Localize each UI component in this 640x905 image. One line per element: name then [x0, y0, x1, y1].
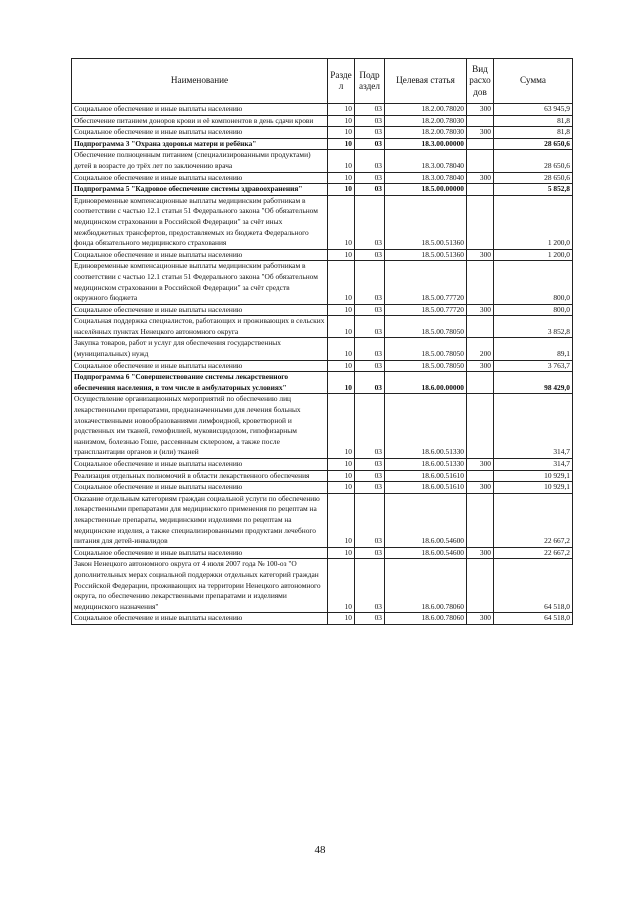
row-podrazdel-cell: 03 [355, 249, 385, 261]
row-name-cell: Социальное обеспечение и иные выплаты населению [72, 304, 328, 316]
row-summa-cell: 98 429,0 [494, 372, 573, 394]
row-tselevaya-cell: 18.5.00.51360 [385, 195, 467, 249]
row-tselevaya-cell: 18.6.00.78060 [385, 613, 467, 625]
row-podrazdel-cell: 03 [355, 372, 385, 394]
row-summa-cell: 28 650,6 [494, 138, 573, 150]
row-tselevaya-cell: 18.6.00.51330 [385, 394, 467, 459]
table-row [72, 559, 573, 613]
header-summa: Сумма [494, 59, 573, 104]
row-razdel-cell: 10 [328, 261, 355, 304]
row-razdel-cell: 10 [328, 547, 355, 559]
row-tselevaya-cell: 18.5.00.77720 [385, 304, 467, 316]
row-razdel-cell: 10 [328, 127, 355, 139]
row-summa-cell: 3 852,8 [494, 316, 573, 338]
row-tselevaya-cell: 18.6.00.00000 [385, 372, 467, 394]
row-vid-cell: 200 [467, 338, 494, 360]
row-name-cell: Обеспечение питанием доноров крови и её компонентов в день сдачи крови [72, 115, 328, 127]
row-razdel-cell: 10 [328, 150, 355, 172]
row-podrazdel-cell: 03 [355, 470, 385, 482]
row-summa-cell: 64 518,0 [494, 559, 573, 613]
row-razdel-cell: 10 [328, 316, 355, 338]
row-razdel-cell: 10 [328, 482, 355, 494]
budget-table [71, 58, 573, 625]
row-summa-cell: 22 667,2 [494, 547, 573, 559]
row-podrazdel-cell: 03 [355, 150, 385, 172]
header-razdel: Разде л [328, 59, 355, 104]
table-row [72, 470, 573, 482]
row-name-cell: Социальное обеспечение и иные выплаты населению [72, 104, 328, 116]
row-tselevaya-cell: 18.6.00.54600 [385, 547, 467, 559]
row-tselevaya-cell: 18.6.00.78060 [385, 559, 467, 613]
row-summa-cell: 3 763,7 [494, 360, 573, 372]
table-row [72, 613, 573, 625]
row-vid-cell: 300 [467, 613, 494, 625]
table-row [72, 459, 573, 471]
row-vid-cell [467, 372, 494, 394]
table-row [72, 338, 573, 360]
budget-table-sheet [71, 58, 572, 625]
row-name-cell: Закупка товаров, работ и услуг для обеспечения государственных (муниципальных) нужд [72, 338, 328, 360]
row-name-cell: Социальное обеспечение и иные выплаты населению [72, 172, 328, 184]
table-row [72, 195, 573, 249]
row-razdel-cell: 10 [328, 249, 355, 261]
row-summa-cell: 1 200,0 [494, 249, 573, 261]
row-podrazdel-cell: 03 [355, 547, 385, 559]
row-name-cell: Социальное обеспечение и иные выплаты населению [72, 127, 328, 139]
row-tselevaya-cell: 18.5.00.51360 [385, 249, 467, 261]
row-vid-cell: 300 [467, 459, 494, 471]
row-vid-cell [467, 316, 494, 338]
row-razdel-cell: 10 [328, 195, 355, 249]
row-name-cell: Социальное обеспечение и иные выплаты населению [72, 547, 328, 559]
table-row [72, 184, 573, 196]
row-name-cell: Реализация отдельных полномочий в области лекарственного обеспечения [72, 470, 328, 482]
row-podrazdel-cell: 03 [355, 184, 385, 196]
row-tselevaya-cell: 18.5.00.77720 [385, 261, 467, 304]
row-summa-cell: 800,0 [494, 304, 573, 316]
row-tselevaya-cell: 18.5.00.78050 [385, 338, 467, 360]
row-razdel-cell: 10 [328, 470, 355, 482]
table-row [72, 261, 573, 304]
row-vid-cell [467, 138, 494, 150]
row-tselevaya-cell: 18.3.00.00000 [385, 138, 467, 150]
row-name-cell: Оказание отдельным категориям граждан социальной услуги по обеспечению лекарственными препаратами для медицинского применения по рецептам на лекарственные препараты, медицинскими изделиями по рецептам на медицинские изделия, а также специализированными продуктами лечебного питания для детей-инвалидов [72, 493, 328, 547]
row-tselevaya-cell: 18.2.00.78020 [385, 104, 467, 116]
row-podrazdel-cell: 03 [355, 613, 385, 625]
row-summa-cell: 28 650,6 [494, 172, 573, 184]
row-razdel-cell: 10 [328, 360, 355, 372]
row-tselevaya-cell: 18.2.00.78030 [385, 127, 467, 139]
row-razdel-cell: 10 [328, 613, 355, 625]
header-tselevaya-statya: Целевая статья [385, 59, 467, 104]
table-row [72, 172, 573, 184]
row-tselevaya-cell: 18.2.00.78030 [385, 115, 467, 127]
table-row [72, 482, 573, 494]
row-razdel-cell: 10 [328, 172, 355, 184]
row-vid-cell: 300 [467, 172, 494, 184]
header-vid-raskhodov: Вид расхо дов [467, 59, 494, 104]
row-podrazdel-cell: 03 [355, 261, 385, 304]
row-summa-cell: 10 929,1 [494, 482, 573, 494]
row-summa-cell: 64 518,0 [494, 613, 573, 625]
row-summa-cell: 1 200,0 [494, 195, 573, 249]
header-name: Наименование [72, 59, 328, 104]
row-name-cell: Осуществление организационных мероприятий по обеспечению лиц лекарственными препаратами, предназначенными для лечения больных злокачественными новообразованиями лимфоидной, кроветворной и родственных им тканей, гемофилией, муковисцидозом, гипофизарным нанизмом, болезнью Гоше, рассеянным склерозом, а также после трансплантации органов и (или) тканей [72, 394, 328, 459]
row-podrazdel-cell: 03 [355, 104, 385, 116]
row-tselevaya-cell: 18.3.00.78040 [385, 172, 467, 184]
row-razdel-cell: 10 [328, 184, 355, 196]
row-summa-cell: 81,8 [494, 115, 573, 127]
table-row [72, 104, 573, 116]
row-summa-cell: 63 945,9 [494, 104, 573, 116]
row-tselevaya-cell: 18.5.00.78050 [385, 360, 467, 372]
row-podrazdel-cell: 03 [355, 195, 385, 249]
row-razdel-cell: 10 [328, 115, 355, 127]
row-razdel-cell: 10 [328, 394, 355, 459]
row-vid-cell [467, 493, 494, 547]
table-row [72, 304, 573, 316]
row-podrazdel-cell: 03 [355, 304, 385, 316]
row-vid-cell [467, 195, 494, 249]
row-vid-cell: 300 [467, 104, 494, 116]
row-tselevaya-cell: 18.5.00.00000 [385, 184, 467, 196]
row-name-cell: Подпрограмма 5 "Кадровое обеспечение системы здравоохранения" [72, 184, 328, 196]
header-podrazdel: Подр аздел [355, 59, 385, 104]
row-podrazdel-cell: 03 [355, 172, 385, 184]
row-podrazdel-cell: 03 [355, 115, 385, 127]
row-podrazdel-cell: 03 [355, 338, 385, 360]
row-podrazdel-cell: 03 [355, 493, 385, 547]
row-name-cell: Подпрограмма 3 "Охрана здоровья матери и ребёнка" [72, 138, 328, 150]
table-row [72, 394, 573, 459]
row-podrazdel-cell: 03 [355, 394, 385, 459]
row-name-cell: Обеспечение полноценным питанием (специализированными продуктами) детей в возрасте до трёх лет по заключению врача [72, 150, 328, 172]
row-podrazdel-cell: 03 [355, 138, 385, 150]
row-name-cell: Закон Ненецкого автономного округа от 4 июля 2007 года № 100-оз "О дополнительных мерах социальной поддержки отдельных категорий граждан Российской Федерации, проживающих на территории Ненецкого автономного округа, по обеспечению лекарственными препаратами и изделиями медицинского назначения" [72, 559, 328, 613]
row-summa-cell: 5 852,8 [494, 184, 573, 196]
row-razdel-cell: 10 [328, 559, 355, 613]
row-summa-cell: 81,8 [494, 127, 573, 139]
row-summa-cell: 800,0 [494, 261, 573, 304]
row-vid-cell: 300 [467, 482, 494, 494]
row-summa-cell: 28 650,6 [494, 150, 573, 172]
row-name-cell: Социальное обеспечение и иные выплаты населению [72, 613, 328, 625]
row-podrazdel-cell: 03 [355, 360, 385, 372]
table-row [72, 127, 573, 139]
row-summa-cell: 314,7 [494, 459, 573, 471]
row-podrazdel-cell: 03 [355, 482, 385, 494]
table-row [72, 493, 573, 547]
table-row [72, 150, 573, 172]
row-vid-cell: 300 [467, 249, 494, 261]
table-row [72, 316, 573, 338]
row-razdel-cell: 10 [328, 459, 355, 471]
row-summa-cell: 89,1 [494, 338, 573, 360]
row-vid-cell [467, 115, 494, 127]
row-name-cell: Единовременные компенсационные выплаты медицинским работникам в соответствии с частью 12.1 статьи 51 Федерального закона "Об обязательном медицинском страховании в Российской Федерации" за счёт иных межбюджетных трансфертов, предоставляемых из бюджета Федерального фонда обязательного медицинского страхования [72, 195, 328, 249]
row-summa-cell: 10 929,1 [494, 470, 573, 482]
row-razdel-cell: 10 [328, 493, 355, 547]
row-podrazdel-cell: 03 [355, 559, 385, 613]
row-tselevaya-cell: 18.3.00.78040 [385, 150, 467, 172]
row-name-cell: Социальное обеспечение и иные выплаты населению [72, 360, 328, 372]
row-razdel-cell: 10 [328, 104, 355, 116]
table-row [72, 115, 573, 127]
table-row [72, 547, 573, 559]
row-vid-cell [467, 470, 494, 482]
row-vid-cell [467, 150, 494, 172]
row-razdel-cell: 10 [328, 304, 355, 316]
row-razdel-cell: 10 [328, 138, 355, 150]
row-vid-cell [467, 559, 494, 613]
row-vid-cell [467, 394, 494, 459]
row-name-cell: Социальная поддержка специалистов, работающих и проживающих в сельских населённых пунктах Ненецкого автономного округа [72, 316, 328, 338]
row-summa-cell: 22 667,2 [494, 493, 573, 547]
row-tselevaya-cell: 18.6.00.51610 [385, 482, 467, 494]
row-podrazdel-cell: 03 [355, 459, 385, 471]
row-name-cell: Единовременные компенсационные выплаты медицинским работникам в соответствии с частью 12.1 статьи 51 Федерального закона "Об обязательном медицинском страховании в Российской Федерации" за счёт средств окружного бюджета [72, 261, 328, 304]
row-vid-cell [467, 184, 494, 196]
row-podrazdel-cell: 03 [355, 316, 385, 338]
row-name-cell: Социальное обеспечение и иные выплаты населению [72, 482, 328, 494]
table-header-row [72, 59, 573, 104]
row-tselevaya-cell: 18.6.00.51330 [385, 459, 467, 471]
row-name-cell: Подпрограмма 6 "Совершенствование системы лекарственного обеспечения населения, в том числе в амбулаторных условиях" [72, 372, 328, 394]
row-vid-cell: 300 [467, 304, 494, 316]
row-razdel-cell: 10 [328, 338, 355, 360]
row-vid-cell: 300 [467, 360, 494, 372]
table-row [72, 138, 573, 150]
table-row [72, 372, 573, 394]
row-razdel-cell: 10 [328, 372, 355, 394]
row-podrazdel-cell: 03 [355, 127, 385, 139]
row-tselevaya-cell: 18.6.00.51610 [385, 470, 467, 482]
row-tselevaya-cell: 18.6.00.54600 [385, 493, 467, 547]
row-name-cell: Социальное обеспечение и иные выплаты населению [72, 249, 328, 261]
row-vid-cell [467, 261, 494, 304]
table-row [72, 249, 573, 261]
row-tselevaya-cell: 18.5.00.78050 [385, 316, 467, 338]
row-vid-cell: 300 [467, 127, 494, 139]
page-number: 48 [314, 844, 326, 856]
row-name-cell: Социальное обеспечение и иные выплаты населению [72, 459, 328, 471]
row-summa-cell: 314,7 [494, 394, 573, 459]
row-vid-cell: 300 [467, 547, 494, 559]
table-row [72, 360, 573, 372]
